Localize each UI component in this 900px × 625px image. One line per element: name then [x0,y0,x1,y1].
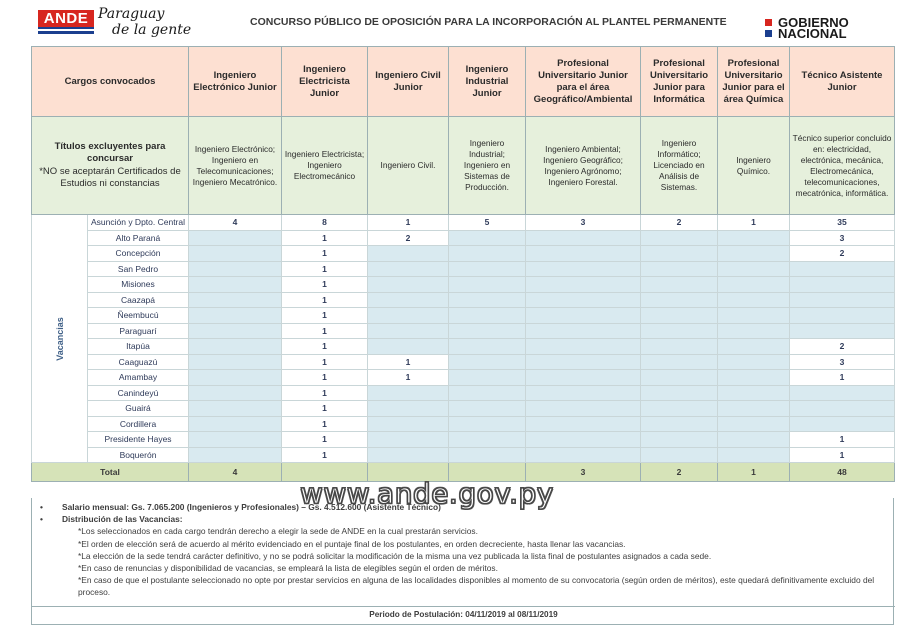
column-header: Ingeniero Industrial Junior [449,47,526,117]
vacancy-count [718,246,790,262]
vacancy-count [368,277,449,293]
location-name: Boquerón [88,447,189,463]
vacancy-count [189,230,282,246]
vacancy-count [641,308,718,324]
column-header: Ingeniero Electricista Junior [282,47,368,117]
vacancy-count [449,323,526,339]
column-header: Ingeniero Electrónico Junior [189,47,282,117]
vacancy-row [32,277,895,293]
salario-note: • Salario mensual: Gs. 7.065.200 (Ingenieros y Profesionales) – Gs. 4.512.600 (Asistente Técnico) [62,501,893,513]
vacancy-count [368,339,449,355]
location-name: Concepción [88,246,189,262]
vacancy-count [368,416,449,432]
vacancy-count [449,261,526,277]
vacancy-count [526,277,641,293]
vacancy-row [32,447,895,463]
vacancy-count: 8 [282,215,368,231]
vacancy-count [526,308,641,324]
vacancy-count: 35 [790,215,895,231]
vacancy-count [189,246,282,262]
vacancy-count [189,277,282,293]
vacancy-row [32,215,895,231]
vacancy-count: 2 [790,339,895,355]
vacancy-count [368,385,449,401]
vacancy-row [32,354,895,370]
vacancy-count: 4 [189,215,282,231]
vacancy-count [189,432,282,448]
vacancy-count: 1 [282,401,368,417]
titulo-cell: Ingeniero Informático; Licenciado en Análisis de Sistemas. [641,117,718,215]
vacancy-count [718,354,790,370]
location-name: Guairá [88,401,189,417]
vacancy-count: 1 [282,323,368,339]
vacancy-count: 1 [368,215,449,231]
vacancy-count [449,354,526,370]
vacancy-count [526,339,641,355]
vacancy-count [641,323,718,339]
titulo-cell: Ingeniero Civil. [368,117,449,215]
vacancias-label-cell [32,215,88,463]
total-cell: 1 [718,463,790,482]
vacancy-count [189,292,282,308]
vacancy-count: 1 [282,432,368,448]
vacancy-count [526,261,641,277]
titulo-cell: Ingeniero Electricista; Ingeniero Electromecánico [282,117,368,215]
column-header: Profesional Universitario Junior para el área Química [718,47,790,117]
paraguay-de-la-gente-logo: Paraguay de la gente [98,6,192,38]
titulo-cell: Ingeniero Químico. [718,117,790,215]
vacancy-count [718,432,790,448]
vacancy-count [641,354,718,370]
vacancy-count [526,246,641,262]
vacancy-count [718,323,790,339]
vacancy-row [32,292,895,308]
website-watermark: www.ande.gov.py [300,477,554,510]
vacancy-count: 1 [282,370,368,386]
vacancy-count [449,385,526,401]
titulos-row [32,117,895,215]
vacancies-table [31,46,895,482]
vacancy-count [368,308,449,324]
vacancy-count [641,447,718,463]
total-cell: 2 [641,463,718,482]
vacancy-count [526,370,641,386]
titulos-label [32,117,189,215]
titulo-cell: Técnico superior concluido en: electricidad, electrónica, mecánica, Electromecánica, telecomunicaciones, mecatrónica, informática. [790,117,895,215]
notes-section [31,498,894,625]
vacancy-row [32,261,895,277]
vacancy-count: 1 [282,246,368,262]
column-header: Profesional Universitario Junior para el área Geográfico/Ambiental [526,47,641,117]
vacancy-count [189,354,282,370]
vacancy-row [32,385,895,401]
vacancy-row [32,246,895,262]
vacancy-count: 1 [282,308,368,324]
vacancy-row [32,230,895,246]
vacancy-count [189,401,282,417]
location-name: Asunción y Dpto. Central [88,215,189,231]
vacancy-count [449,308,526,324]
vacancy-count [790,292,895,308]
vacancy-count: 1 [282,339,368,355]
total-cell: 3 [526,463,641,482]
vacancy-count [449,292,526,308]
cargos-header-row [32,47,895,117]
vacancy-count [526,447,641,463]
vacancy-count [790,385,895,401]
vacancy-row [32,432,895,448]
vacancy-count [526,416,641,432]
location-name: Canindeyú [88,385,189,401]
column-header: Técnico Asistente Junior [790,47,895,117]
vacancy-count [189,447,282,463]
vacancy-count [449,277,526,293]
location-name: Presidente Hayes [88,432,189,448]
column-header: Ingeniero Civil Junior [368,47,449,117]
vacancy-count [189,261,282,277]
periodo-postulacion: Periodo de Postulación: 04/11/2019 al 08/11/2019 [369,609,558,619]
vacancy-row [32,308,895,324]
vacancy-count: 3 [790,354,895,370]
note-item: *En caso de renuncias y disponibilidad de vacancias, se empleará la lista de elegibles según el orden de méritos. [78,563,498,574]
vacancy-count: 1 [718,215,790,231]
vacancy-count [449,401,526,417]
note-item: *La elección de la sede tendrá carácter definitivo, y no se podrá solicitar la modificación de la misma una vez publicada la lista final de postulantes asignados a cada sede. [78,550,712,561]
vacancy-count [641,261,718,277]
vacancy-count: 5 [449,215,526,231]
total-label: Total [32,463,189,482]
vacancy-count: 1 [282,292,368,308]
vacancy-count [641,401,718,417]
vacancy-count [641,416,718,432]
vacancy-count [449,230,526,246]
vacancy-row [32,323,895,339]
vacancy-count [641,230,718,246]
vacancy-count [526,292,641,308]
vacancy-count [368,246,449,262]
vacancy-count: 1 [282,354,368,370]
total-cell: 48 [790,463,895,482]
vacancy-count [449,416,526,432]
vacancy-count [449,246,526,262]
location-name: Ñeembucú [88,308,189,324]
vacancy-row [32,416,895,432]
gobierno-nacional-logo: GOBIERNO NACIONAL [765,17,849,39]
vacancy-count [641,246,718,262]
vacancy-count [189,385,282,401]
vacancy-count [526,385,641,401]
titulo-cell: Ingeniero Ambiental; Ingeniero Geográfico; Ingeniero Agrónomo; Ingeniero Forestal. [526,117,641,215]
vacancy-count: 1 [790,447,895,463]
vacancy-count [189,308,282,324]
vacancy-count [641,370,718,386]
location-name: Caazapá [88,292,189,308]
vacancy-count: 1 [282,447,368,463]
vacancy-count [368,292,449,308]
titulos-label-bold: Títulos excluyentes para concursar [54,140,166,164]
vacancy-count [641,292,718,308]
distribucion-heading: • Distribución de las Vacancias: [62,513,893,525]
location-name: Cordillera [88,416,189,432]
vacancy-count [641,385,718,401]
vacancy-count [718,308,790,324]
vacancy-count: 1 [790,432,895,448]
vacancy-count [641,339,718,355]
vacancy-count: 1 [282,416,368,432]
vacancy-count [718,370,790,386]
titulos-label-note: *NO se aceptarán Certificados de Estudios ni constancias [39,165,181,189]
vacancy-count [368,447,449,463]
vacancy-count [790,261,895,277]
vacancy-count [449,339,526,355]
vacancy-count [790,416,895,432]
vacancias-label: Vacancias [54,316,65,361]
location-name: Misiones [88,277,189,293]
vacancy-count [790,401,895,417]
vacancy-count: 1 [282,261,368,277]
titulo-cell: Ingeniero Industrial; Ingeniero en Sistemas de Producción. [449,117,526,215]
vacancy-count: 2 [641,215,718,231]
note-item: *El orden de elección será de acuerdo al mérito evidenciado en el puntaje final de los postulantes, en orden decreciente, hasta llenar las vacancias. [78,538,626,549]
vacancy-count [368,432,449,448]
location-name: Paraguarí [88,323,189,339]
vacancy-count [718,230,790,246]
column-header: Profesional Universitario Junior para Informática [641,47,718,117]
location-name: San Pedro [88,261,189,277]
vacancy-count: 1 [368,354,449,370]
vacancy-count: 3 [526,215,641,231]
vacancy-row [32,401,895,417]
vacancy-count [718,292,790,308]
vacancy-count [368,401,449,417]
location-name: Amambay [88,370,189,386]
vacancy-count: 2 [368,230,449,246]
vacancy-count [189,339,282,355]
vacancy-count [718,261,790,277]
vacancy-count: 2 [790,246,895,262]
ande-logo: ANDE [38,10,94,34]
location-name: Itapúa [88,339,189,355]
vacancy-count [368,323,449,339]
vacancy-count [526,432,641,448]
vacancy-count [718,277,790,293]
vacancy-count [718,416,790,432]
note-item: *Los seleccionados en cada cargo tendrán derecho a elegir la sede de ANDE en la cual prestarán servicios. [78,526,478,537]
vacancy-row [32,339,895,355]
vacancy-count [189,370,282,386]
vacancy-count [526,230,641,246]
vacancy-count [718,385,790,401]
page-header [0,0,900,46]
vacancy-count: 1 [282,277,368,293]
location-name: Caaguazú [88,354,189,370]
vacancy-count [526,323,641,339]
vacancy-count [790,308,895,324]
total-cell: 4 [189,463,282,482]
vacancy-count: 1 [790,370,895,386]
vacancy-count [790,323,895,339]
vacancy-count: 1 [368,370,449,386]
location-name: Alto Paraná [88,230,189,246]
note-item: *En caso de que el postulante seleccionado no opte por prestar servicios en alguna de las localidades disponibles al momento de su convocatoria (según orden de méritos), este quedará definitivamente excluido del proceso. [78,575,875,598]
vacancy-count [790,277,895,293]
periodo-divider [32,606,895,607]
vacancy-count [189,323,282,339]
vacancy-count [718,447,790,463]
vacancy-count: 1 [282,230,368,246]
vacancy-count: 3 [790,230,895,246]
vacancy-count [526,401,641,417]
vacancy-count [718,401,790,417]
vacancy-count: 1 [282,385,368,401]
vacancy-count [718,339,790,355]
vacancy-count [449,447,526,463]
vacancy-count [526,354,641,370]
vacancy-count [449,370,526,386]
vacancy-count [368,261,449,277]
vacancy-count [641,432,718,448]
vacancy-count [189,416,282,432]
document-title: CONCURSO PÚBLICO DE OPOSICIÓN PARA LA INCORPORACIÓN AL PLANTEL PERMANENTE [250,16,727,28]
titulo-cell: Ingeniero Electrónico; Ingeniero en Telecomunicaciones; Ingeniero Mecatrónico. [189,117,282,215]
cargos-label: Cargos convocados [32,47,189,117]
vacancy-count [449,432,526,448]
vacancy-count [641,277,718,293]
vacancy-row [32,370,895,386]
